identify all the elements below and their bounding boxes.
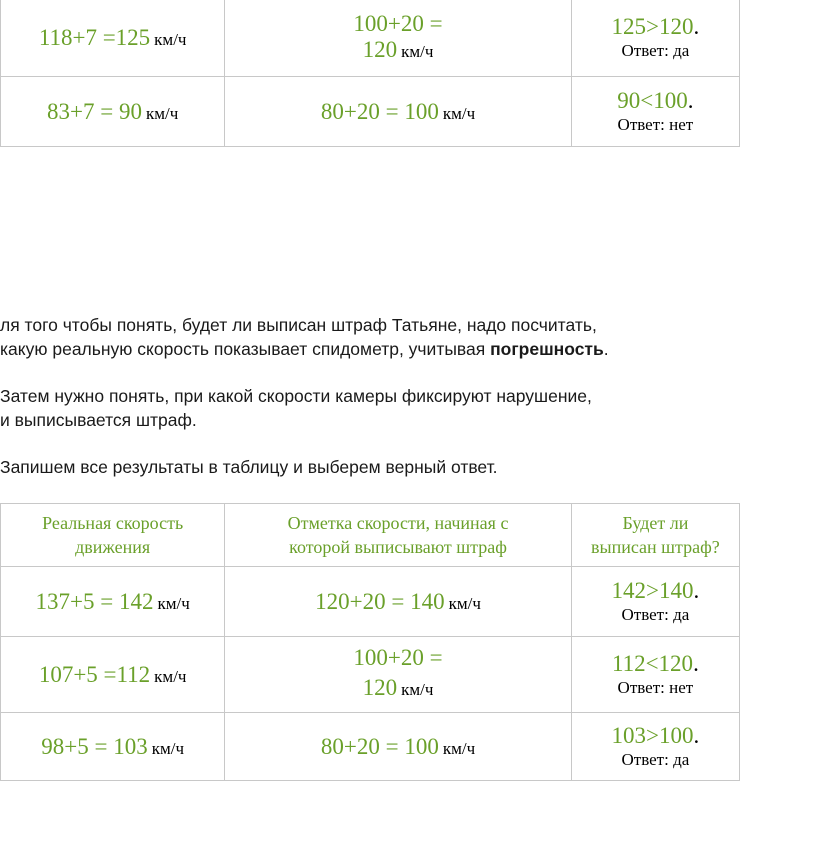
real-speed-cell [1, 637, 225, 713]
results-table [0, 503, 740, 781]
header-text: которой выписывают штраф [289, 537, 507, 557]
fine-threshold-cell [225, 567, 571, 637]
table-row [1, 77, 740, 147]
table-header-row [1, 504, 740, 567]
results-table-top [0, 0, 740, 147]
real-speed-cell [1, 77, 225, 147]
column-header [571, 504, 739, 567]
threshold-result: 120 [362, 36, 398, 62]
threshold-calc: 120+20 = 140 [315, 588, 445, 614]
header-text: Реальная скорость [42, 513, 184, 533]
real-speed-calc: 83+7 = 90 [47, 98, 142, 124]
threshold-calc: 80+20 = 100 [320, 733, 439, 759]
paragraph-text: ля того чтобы понять, будет ли выписан штраф Татьяне, надо посчитать, [0, 315, 597, 335]
table-row [1, 637, 740, 713]
threshold-calc: 100+20 = [353, 10, 443, 36]
column-header [1, 504, 225, 567]
fine-threshold-cell [225, 0, 571, 77]
comparison: 112<120 [611, 650, 694, 676]
header-text: Отметка скорости, начиная с [287, 513, 509, 533]
speed-unit: км/ч [154, 666, 187, 686]
comparison-dot: . [693, 722, 700, 748]
real-speed-cell [1, 567, 225, 637]
answer-text: Ответ: да [621, 749, 690, 769]
paragraph-text: какую реальную скорость показывает спидометр, учитывая [0, 339, 491, 359]
comparison-dot: . [687, 87, 694, 113]
comparison-dot: . [693, 650, 699, 676]
answer-text: Ответ: да [621, 41, 690, 60]
paragraph-text: Запишем все результаты в таблицу и выберем верный ответ. [0, 457, 498, 477]
column-header [225, 504, 571, 567]
answer-cell [571, 713, 739, 781]
speed-unit: км/ч [151, 738, 185, 758]
table-row [1, 0, 740, 77]
fine-threshold-cell [225, 637, 571, 713]
threshold-calc: 100+20 = [353, 645, 443, 670]
comparison-dot: . [693, 14, 700, 39]
bold-term: погрешность [490, 339, 604, 359]
comparison: 125>120 [611, 14, 694, 39]
answer-text: Ответ: нет [617, 114, 694, 134]
explanation-paragraph-2 [0, 384, 800, 432]
table-row [1, 713, 740, 781]
real-speed-cell [1, 0, 225, 77]
explanation-paragraph-1 [0, 313, 800, 361]
paragraph-text: Затем нужно понять, при какой скорости камеры фиксируют нарушение, [0, 386, 592, 406]
real-speed-calc: 107+5 =112 [38, 661, 151, 687]
comparison: 103>100 [611, 722, 694, 748]
header-text: движения [75, 537, 151, 557]
header-text: Будет ли [622, 513, 689, 533]
speed-unit: км/ч [448, 593, 481, 613]
speed-unit: км/ч [145, 103, 179, 123]
speed-unit: км/ч [442, 103, 476, 123]
real-speed-calc: 118+7 =125 [38, 25, 151, 50]
real-speed-calc: 98+5 = 103 [41, 733, 148, 759]
threshold-calc: 80+20 = 100 [320, 98, 439, 124]
fine-threshold-cell [225, 713, 571, 781]
paragraph-text: . [603, 339, 609, 359]
real-speed-cell [1, 713, 225, 781]
fine-threshold-cell [225, 77, 571, 147]
speed-unit: км/ч [442, 738, 476, 758]
speed-unit: км/ч [157, 593, 190, 613]
explanation-paragraph-3 [0, 455, 800, 479]
comparison: 142>140 [611, 577, 694, 603]
speed-unit: км/ч [401, 41, 434, 61]
real-speed-calc: 137+5 = 142 [35, 588, 154, 614]
answer-cell [571, 0, 739, 77]
answer-cell [571, 567, 739, 637]
answer-cell [571, 637, 739, 713]
answer-cell [571, 77, 739, 147]
comparison-dot: . [693, 577, 700, 603]
comparison: 90<100 [617, 87, 688, 113]
answer-text: Ответ: да [621, 604, 690, 624]
answer-text: Ответ: нет [617, 677, 694, 697]
paragraph-text: и выписывается штраф. [0, 410, 197, 430]
header-text: выписан штраф? [590, 537, 720, 557]
speed-unit: км/ч [154, 30, 187, 49]
threshold-result: 120 [362, 675, 398, 700]
table-row [1, 567, 740, 637]
speed-unit: км/ч [401, 680, 434, 699]
